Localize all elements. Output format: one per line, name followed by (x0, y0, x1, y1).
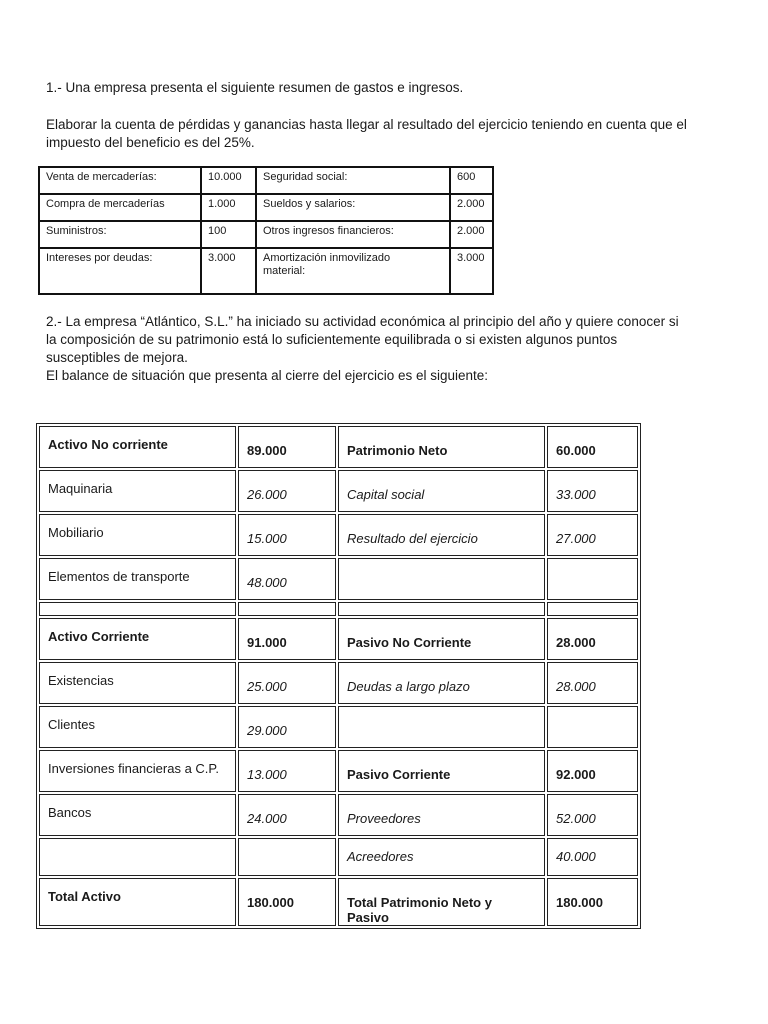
table-cell: 24.000 (238, 794, 336, 836)
table-cell: Pasivo No Corriente (338, 618, 545, 660)
table-cell: Patrimonio Neto (338, 426, 545, 468)
table-cell: 29.000 (238, 706, 336, 748)
table-cell: Capital social (338, 470, 545, 512)
table-cell: 91.000 (238, 618, 336, 660)
table-row (40, 168, 492, 195)
table-cell: 13.000 (238, 750, 336, 792)
table-cell (39, 838, 236, 876)
table-cell (257, 249, 451, 293)
table-row (39, 838, 638, 876)
paragraph-line: 2.- La empresa “Atlántico, S.L.” ha iniciado su actividad económica al principio del año y quiere conocer si (46, 314, 679, 329)
table-cell: 3.000 (457, 252, 485, 264)
table-cell: 28.000 (547, 618, 638, 660)
table-row (39, 514, 638, 556)
paragraph-line: susceptibles de mejora. (46, 350, 188, 365)
balance-sheet-table (36, 423, 641, 929)
table-cell: 10.000 (202, 168, 257, 195)
table-cell (238, 602, 336, 616)
table-row (39, 706, 638, 748)
table-cell: 40.000 (547, 838, 638, 876)
table-cell: 26.000 (238, 470, 336, 512)
table-cell: Seguridad social: (257, 168, 451, 195)
table-cell: Venta de mercaderías: (40, 168, 202, 195)
table-cell: 2.000 (451, 195, 492, 222)
table-cell: 25.000 (238, 662, 336, 704)
table-cell: Activo No corriente (39, 426, 236, 468)
table-cell: Resultado del ejercicio (338, 514, 545, 556)
table-cell: 180.000 (547, 878, 638, 926)
table-row (39, 602, 638, 616)
cell-line: material: (263, 265, 306, 277)
table-row (39, 426, 638, 468)
expenses-income-table (38, 166, 494, 295)
table-cell (547, 706, 638, 748)
exercise-1-instruction (46, 116, 736, 152)
table-cell: 48.000 (238, 558, 336, 600)
table-row (39, 662, 638, 704)
table-cell: Otros ingresos financieros: (257, 222, 451, 249)
table-cell: 1.000 (202, 195, 257, 222)
table-cell: 27.000 (547, 514, 638, 556)
table-cell (338, 558, 545, 600)
paragraph-line: la composición de su patrimonio está lo suficientemente equilibrada o si existen algunos puntos (46, 332, 618, 347)
table-cell: 15.000 (238, 514, 336, 556)
paragraph-line: El balance de situación que presenta al cierre del ejercicio es el siguiente: (46, 368, 489, 383)
table-cell (238, 838, 336, 876)
table-cell (39, 602, 236, 616)
table-cell: Proveedores (338, 794, 545, 836)
table-row (39, 750, 638, 792)
table-cell: Suministros: (40, 222, 202, 249)
table-cell: Pasivo Corriente (338, 750, 545, 792)
table-cell (547, 558, 638, 600)
table-cell: Maquinaria (39, 470, 236, 512)
table-cell (338, 706, 545, 748)
exercise-1-title-text: 1.- Una empresa presenta el siguiente resumen de gastos e ingresos. (46, 80, 464, 95)
table-row (39, 794, 638, 836)
table-cell: 28.000 (547, 662, 638, 704)
exercise-1-title (46, 79, 736, 97)
table-cell: Activo Corriente (39, 618, 236, 660)
table-cell: 60.000 (547, 426, 638, 468)
table-cell: Intereses por deudas: (40, 249, 202, 293)
table-cell: Total Activo (39, 878, 236, 926)
table-row (40, 249, 492, 293)
cell-line: Amortización inmovilizado (263, 252, 391, 264)
table-cell: 3.000 (202, 249, 257, 293)
table-cell: 92.000 (547, 750, 638, 792)
table-cell: Inversiones financieras a C.P. (39, 750, 236, 792)
table-row (39, 618, 638, 660)
table-cell: Clientes (39, 706, 236, 748)
table-row (39, 558, 638, 600)
table-row (40, 195, 492, 222)
table-cell: Deudas a largo plazo (338, 662, 545, 704)
table-cell: Existencias (39, 662, 236, 704)
table-cell (338, 602, 545, 616)
table-cell: Elementos de transporte (39, 558, 236, 600)
table-cell: 89.000 (238, 426, 336, 468)
instruction-line: Elaborar la cuenta de pérdidas y ganancias hasta llegar al resultado del ejercicio teniendo en cuenta que el (46, 117, 687, 132)
table-cell: 52.000 (547, 794, 638, 836)
table-cell: Acreedores (338, 838, 545, 876)
table-cell: Mobiliario (39, 514, 236, 556)
exercise-2-text (46, 313, 736, 385)
table-row (40, 222, 492, 249)
table-cell: Bancos (39, 794, 236, 836)
instruction-line: impuesto del beneficio es del 25%. (46, 135, 255, 150)
table-row (39, 470, 638, 512)
table-row (39, 878, 638, 926)
table-cell: 33.000 (547, 470, 638, 512)
table-cell: 2.000 (451, 222, 492, 249)
table-cell: Sueldos y salarios: (257, 195, 451, 222)
table-cell: 100 (202, 222, 257, 249)
table-cell: 180.000 (238, 878, 336, 926)
table-cell (547, 602, 638, 616)
table-cell: 600 (451, 168, 492, 195)
table-cell: Total Patrimonio Neto y Pasivo (338, 878, 545, 926)
table-cell: Compra de mercaderías (40, 195, 202, 222)
